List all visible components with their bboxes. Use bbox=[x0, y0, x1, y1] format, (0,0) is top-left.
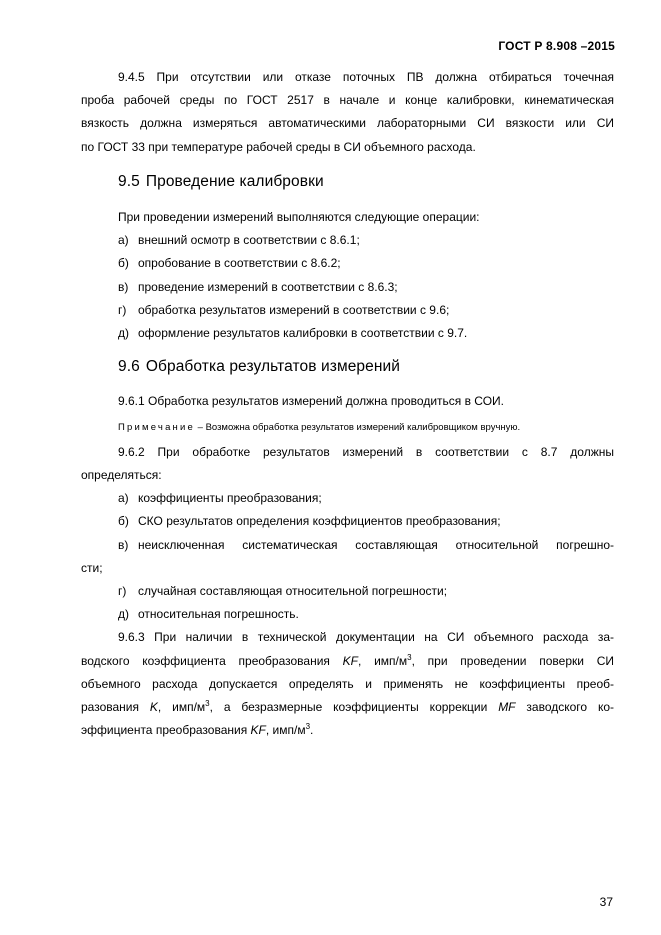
list-text: СКО результатов определения коэффициентов преобразования; bbox=[138, 514, 501, 529]
list-marker: д) bbox=[118, 607, 129, 622]
list-item bbox=[81, 510, 614, 533]
list-marker: в) bbox=[118, 279, 129, 294]
note-label: Примечание bbox=[118, 421, 195, 433]
list-marker: д) bbox=[118, 326, 129, 341]
section-title: Обработка результатов измерений bbox=[145, 358, 401, 376]
list-text: относительная погрешность. bbox=[138, 607, 299, 622]
section-heading-9-5 bbox=[81, 170, 614, 193]
list-item bbox=[81, 580, 614, 603]
symbol-k: K bbox=[149, 700, 158, 715]
superscript: 3 bbox=[407, 652, 412, 662]
list-item bbox=[81, 276, 614, 299]
text-line: определяться: bbox=[81, 468, 162, 483]
list-text: оформление результатов калибровки в соответствии с 9.7. bbox=[138, 326, 468, 341]
list-text: обработка результатов измерений в соответствии с 9.6; bbox=[138, 302, 450, 317]
symbol-kf: KF bbox=[250, 723, 266, 738]
list-marker: б) bbox=[118, 514, 129, 529]
list-item bbox=[81, 322, 614, 345]
list-marker: а) bbox=[118, 233, 129, 248]
text-line: объемного расхода допускается определять и применять не коэффициенты преоб- bbox=[81, 676, 614, 691]
list-text: неисключенная систематическая составляющая относительной погрешно- bbox=[138, 537, 614, 552]
document-header: ГОСТ Р 8.908 –2015 bbox=[498, 39, 615, 53]
list-item bbox=[81, 299, 614, 322]
superscript: 3 bbox=[205, 699, 210, 709]
note-text: – Возможна обработка результатов измерений калибровщиком вручную. bbox=[197, 421, 521, 433]
list-marker: б) bbox=[118, 256, 129, 271]
list-item bbox=[81, 487, 614, 510]
text-line: эффициента преобразования KF, имп/$м^3$. bbox=[81, 722, 314, 738]
text-line: проба рабочей среды по ГОСТ 2517 в начале и конце калибровки, кинематическая bbox=[81, 93, 614, 108]
list-marker: г) bbox=[118, 584, 127, 599]
list-marker: в) bbox=[118, 537, 129, 552]
paragraph-9-6-2: 9.6.2 При обработке результатов измерений в соответствии с 8.7 должны bbox=[118, 444, 614, 459]
page-content bbox=[81, 66, 614, 742]
paragraph-9-4-5 bbox=[81, 66, 614, 159]
list-marker: а) bbox=[118, 491, 129, 506]
text-line: 9.4.5 При отсутствии или отказе поточных ПВ должна отбираться точечная bbox=[118, 70, 614, 84]
symbol-kf: KF bbox=[342, 653, 359, 668]
paragraph-9-6-3 bbox=[81, 626, 614, 742]
list-text: случайная составляющая относительной погрешности; bbox=[138, 584, 448, 599]
text-line: водского коэффициента преобразования KF, имп/$м^3$, при проведении поверки СИ bbox=[81, 652, 614, 668]
list-text: опробование в соответствии с 8.6.2; bbox=[138, 256, 341, 271]
page-number: 37 bbox=[599, 895, 613, 909]
list-text: проведение измерений в соответствии с 8.6.3; bbox=[138, 279, 398, 294]
section-number: 9.5 bbox=[118, 172, 140, 190]
superscript: 3 bbox=[305, 722, 311, 732]
text-line: разования K, имп/$м^3$, а безразмерные коэффициенты коррекции MF заводского ко- bbox=[81, 699, 615, 715]
text-line: 9.6.3 При наличии в технической документации на СИ объемного расхода за- bbox=[118, 630, 614, 645]
text-line: по ГОСТ 33 при температуре рабочей среды в СИ объемного расхода. bbox=[81, 139, 476, 154]
paragraph-9-6-1: 9.6.1 Обработка результатов измерений должна проводиться в СОИ. bbox=[118, 394, 505, 409]
list-marker: г) bbox=[118, 302, 127, 317]
section-heading-9-6 bbox=[81, 355, 614, 378]
list-continuation: сти; bbox=[81, 560, 103, 575]
list-text: внешний осмотр в соответствии с 8.6.1; bbox=[138, 233, 360, 248]
section-intro: При проведении измерений выполняются следующие операции: bbox=[118, 210, 480, 225]
note bbox=[81, 416, 614, 439]
list-item bbox=[81, 603, 614, 626]
list-text: коэффициенты преобразования; bbox=[138, 491, 322, 506]
list-item bbox=[81, 252, 614, 275]
symbol-mf: MF bbox=[498, 700, 516, 715]
text-line: вязкость должна измеряться автоматическими лабораторными СИ вязкости или СИ bbox=[81, 116, 614, 131]
list-item bbox=[81, 534, 614, 557]
section-title: Проведение калибровки bbox=[145, 172, 324, 190]
list-item bbox=[81, 229, 614, 252]
section-number: 9.6 bbox=[118, 358, 140, 376]
